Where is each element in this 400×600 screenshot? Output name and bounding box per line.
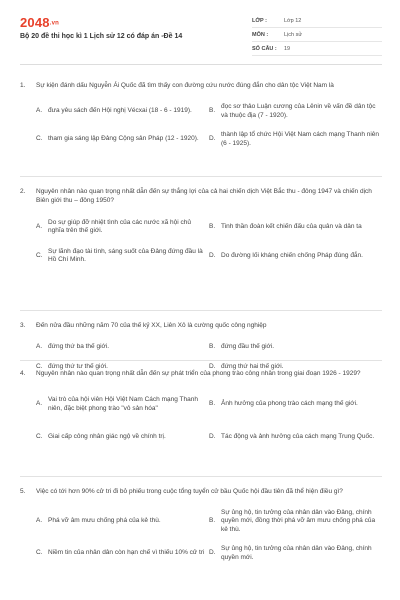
site-logo[interactable] (20, 15, 59, 30)
option-text: Sự lãnh đạo tài tình, sáng suốt của Đảng đứng đầu là Hồ Chí Minh. (48, 247, 203, 263)
option-label: A. (36, 107, 43, 115)
option-a[interactable] (36, 212, 209, 242)
meta-key: MÔN : (252, 31, 269, 38)
option-text: Do sự giúp đỡ nhiệt tình của các nước xã hội chủ nghĩa trên thế giới. (48, 218, 191, 234)
answer-options (36, 386, 382, 452)
option-label: A. (36, 222, 43, 230)
option-d[interactable] (209, 424, 382, 452)
option-c[interactable] (36, 540, 209, 568)
option-c[interactable] (36, 424, 209, 452)
option-text: đứng thứ tư thế giới. (48, 363, 108, 371)
option-d[interactable] (209, 540, 382, 568)
option-text: Giai cấp công nhân giác ngộ về chính trị. (48, 433, 166, 441)
option-label: A. (36, 400, 43, 408)
question-divider (20, 476, 382, 477)
option-label: C. (36, 433, 43, 441)
option-label: C. (36, 549, 43, 557)
option-text: Sự ủng hộ, tin tưởng của nhân dân vào Đảng, chính quyền mới, đồng thời phá vỡ âm mưu chống phá của kẻ thù. (221, 508, 376, 533)
question-divider (20, 310, 382, 311)
option-b[interactable] (209, 338, 382, 358)
exam-meta-table (252, 14, 382, 56)
meta-value: 19 (284, 45, 291, 52)
meta-key: LỚP : (252, 17, 267, 24)
question-number: 3. (20, 322, 26, 329)
option-text: đọc sơ thảo Luận cương của Lênin về vấn đề dân tộc và thuộc địa (7 - 1920). (221, 103, 376, 119)
question-divider (20, 176, 382, 177)
answer-options (36, 504, 382, 568)
question-number: 1. (20, 82, 26, 89)
meta-key: SỐ CÂU : (252, 45, 277, 52)
option-d[interactable] (209, 242, 382, 270)
option-label: D. (209, 549, 216, 557)
option-c[interactable] (36, 126, 209, 154)
question-5 (20, 488, 382, 568)
option-b[interactable] (209, 212, 382, 242)
meta-row-count (252, 42, 382, 56)
option-label: D. (209, 433, 216, 441)
option-text: Tác động và ảnh hưởng của cách mạng Trung Quốc. (221, 433, 375, 441)
option-a[interactable] (36, 386, 209, 424)
header-divider (20, 64, 382, 65)
option-label: D. (209, 251, 216, 259)
question-number: 2. (20, 188, 26, 195)
option-b[interactable] (209, 98, 382, 126)
option-text: Sự ủng hộ, tin tưởng của nhân dân vào Đảng, chính quyền mới. (221, 545, 372, 561)
option-a[interactable] (36, 338, 209, 358)
page-title: Bộ 20 đề thi học kì 1 Lịch sử 12 có đáp án -Đề 14 (20, 33, 183, 40)
option-text: tham gia sáng lập Đảng Cộng sản Pháp (12 - 1920). (48, 135, 199, 143)
option-text: thành lập tổ chức Hội Việt Nam cách mạng Thanh niên (6 - 1925). (221, 131, 380, 147)
option-label: B. (209, 107, 216, 115)
option-c[interactable] (36, 242, 209, 270)
answer-options (36, 212, 382, 270)
logo-main: 2048 (20, 15, 50, 30)
option-text: Vai trò của hội viên Hội Việt Nam Cách mạng Thanh niên, đặc biệt phong trào "vô sản hóa" (48, 396, 198, 412)
question-divider (20, 360, 382, 361)
option-text: Phá vỡ âm mưu chống phá của kẻ thù. (48, 517, 161, 525)
option-b[interactable] (209, 504, 382, 540)
option-a[interactable] (36, 98, 209, 126)
option-label: A. (36, 343, 43, 351)
option-label: B. (209, 400, 216, 408)
option-label: D. (209, 363, 216, 371)
option-text: đứng thứ ba thế giới. (48, 343, 110, 351)
question-2 (20, 188, 382, 270)
option-a[interactable] (36, 504, 209, 540)
option-label: C. (36, 363, 43, 371)
option-b[interactable] (209, 386, 382, 424)
option-text: đưa yêu sách đến Hội nghị Vécxai (18 - 6 - 1919). (48, 107, 192, 115)
meta-value: Lịch sử (284, 31, 303, 38)
option-label: C. (36, 251, 43, 259)
option-text: Do đường lối kháng chiến chống Pháp đúng đắn. (221, 251, 363, 259)
option-label: B. (209, 517, 216, 525)
option-text: Niềm tin của nhân dân còn hạn chế vì thiếu 10% cử tri (48, 549, 205, 557)
answer-options (36, 98, 382, 154)
logo-suffix: .vn (49, 20, 60, 27)
option-label: C. (36, 135, 43, 143)
option-label: D. (209, 135, 216, 143)
option-text: Tinh thần đoàn kết chiến đấu của quân và dân ta (221, 222, 362, 230)
question-1 (20, 82, 382, 154)
option-label: A. (36, 517, 43, 525)
option-label: B. (209, 222, 216, 230)
meta-row-class (252, 14, 382, 28)
question-number: 5. (20, 488, 26, 495)
question-number: 4. (20, 370, 26, 377)
question-text: Việc có tới hơn 90% cử tri đi bỏ phiếu trong cuộc tổng tuyển cử bầu Quốc hội đầu tiên đã thể hiện điều gì? (36, 488, 343, 495)
option-text: đứng đầu thế giới. (221, 343, 275, 351)
question-4 (20, 370, 382, 452)
meta-row-subject (252, 28, 382, 42)
question-text: Nguyên nhân nào quan trọng nhất dẫn đến sự phát triển của phong trào công nhân trong giai đoạn 1926 - 1929? (36, 370, 361, 377)
option-d[interactable] (209, 126, 382, 154)
option-text: đứng thứ hai thế giới. (221, 363, 284, 371)
option-text: Ảnh hưởng của phong trào cách mạng thế giới. (221, 400, 358, 408)
question-text: Đến nửa đầu những năm 70 của thế kỷ XX, Liên Xô là cường quốc công nghiệp (36, 322, 267, 329)
meta-value: Lớp 12 (284, 17, 302, 24)
question-text: Sự kiện đánh dấu Nguyễn Ái Quốc đã tìm thấy con đường cứu nước đúng đắn cho dân tộc Việt Nam là (36, 82, 334, 89)
question-text: Nguyên nhân nào quan trọng nhất dẫn đến sự thắng lợi của cả hai chiến dịch Việt Bắc thu - đông 1947 và chiến dịch Biên giới thu – đông 1950? (36, 188, 372, 204)
option-label: B. (209, 343, 216, 351)
